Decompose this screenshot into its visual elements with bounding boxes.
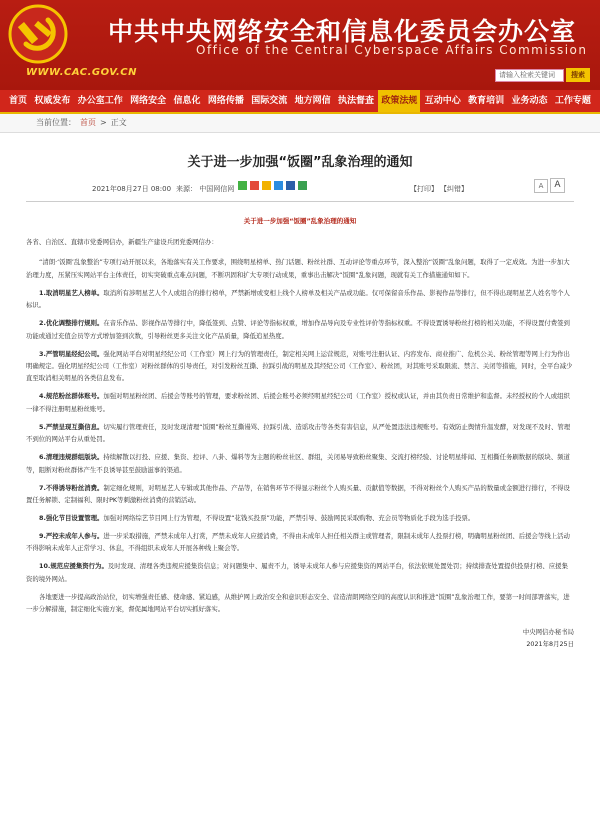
breadcrumb-prefix: 当前位置： bbox=[36, 118, 76, 127]
article-item-text: 制定细化规则，对明星艺人专辑或其他作品、产品等，在销售环节不得显示粉丝个人购买量、贡献值等数据，不得对粉丝个人购买产品的数量或金额进行排行，不得设置任务解锁、定制福利、限时PK等刺激粉丝消费的营销活动。 bbox=[26, 483, 570, 505]
share-icons bbox=[238, 181, 307, 190]
nav-item[interactable]: 网络传播 bbox=[207, 96, 244, 106]
nav-item[interactable]: 信息化 bbox=[173, 96, 201, 106]
main-nav bbox=[0, 90, 600, 114]
search-button[interactable]: 搜索 bbox=[566, 68, 590, 82]
article-body bbox=[26, 236, 574, 616]
site-url[interactable]: WWW.CAC.GOV.CN bbox=[26, 67, 137, 78]
article-item-heading: 9.严控未成年人参与。 bbox=[39, 532, 104, 541]
article-item-heading: 1.取消明星艺人榜单。 bbox=[39, 288, 104, 297]
print-link[interactable]: 【打印】 bbox=[410, 185, 438, 193]
article-item-text: 进一步采取措施，严禁未成年人打赏，严禁未成年人应援消费，不得由未成年人担任相关群主或管理者，限制未成年人投票打榜，明确明星粉丝团、后援会等线上活动不得影响未成年人正常学习、休息，不得组织未成年人开展各种线上聚会等。 bbox=[26, 532, 570, 553]
article-item bbox=[26, 512, 574, 524]
article-item-text: 在音乐作品、影视作品等排行中，降低签到、点赞、评论等指标权重，增加作品导向及专业性评价等指标权重。不得设置诱导粉丝打榜的相关功能，不得设置付费签到功能或通过充值会员等方式增加签到次数，引导粉丝更多关注文化产品质量，降低追星热度。 bbox=[26, 319, 570, 340]
article-item-text: 加强对网络综艺节目网上行为管理，不得设置“花钱买投票”功能，严禁引导、鼓励网民采取购物、充会员等物质化手段为选手投票。 bbox=[103, 514, 475, 523]
nav-item[interactable]: 网络安全 bbox=[130, 96, 167, 106]
signature: 中央网信办秘书局 bbox=[522, 627, 574, 636]
font-increase-button[interactable]: A bbox=[550, 178, 565, 193]
nav-item[interactable]: 国际交流 bbox=[251, 96, 288, 106]
nav-item[interactable]: 政策法规 bbox=[378, 90, 420, 112]
article-item bbox=[26, 530, 574, 555]
nav-item[interactable]: 教育培训 bbox=[468, 96, 505, 106]
breadcrumb-separator: > bbox=[100, 118, 107, 127]
nav-item[interactable]: 办公室工作 bbox=[77, 96, 123, 106]
article-item-heading: 6.清理违规群组版块。 bbox=[39, 453, 104, 462]
article-item-text: 加强对明星粉丝团、后援会等账号的管理，要求粉丝团、后援会账号必须经明星经纪公司（工作室）授权或认证，并由其负责日常维护和监督。未经授权的个人或组织一律不得注册明星粉丝账号。 bbox=[26, 392, 570, 413]
search-input[interactable]: 请输入检索关键词 bbox=[495, 69, 564, 82]
breadcrumb-home-link[interactable]: 首页 bbox=[80, 118, 96, 127]
nav-item[interactable]: 工作专题 bbox=[554, 96, 591, 106]
article-item-heading: 5.严禁呈现互撕信息。 bbox=[39, 422, 104, 431]
site-header bbox=[0, 0, 600, 90]
site-title-english: Office of the Central Cyberspace Affairs Commission bbox=[196, 43, 588, 57]
signature-date: 2021年8月25日 bbox=[526, 639, 574, 648]
nav-item[interactable]: 互动中心 bbox=[424, 96, 461, 106]
breadcrumb bbox=[0, 114, 600, 133]
article-subtitle: 关于进一步加强“饭圈”乱象治理的通知 bbox=[243, 217, 357, 225]
weibo-share-icon[interactable] bbox=[250, 181, 259, 190]
correction-link[interactable]: 【纠错】 bbox=[440, 185, 468, 193]
article-item bbox=[26, 390, 574, 415]
article-item-heading: 8.强化节目设置管理。 bbox=[39, 514, 104, 523]
nav-item[interactable]: 地方网信 bbox=[294, 96, 331, 106]
font-decrease-button[interactable]: A bbox=[534, 179, 548, 193]
article-item bbox=[26, 287, 574, 312]
article-meta bbox=[26, 177, 574, 202]
article-item-heading: 2.优化调整排行规则。 bbox=[39, 319, 104, 328]
article-source: 来源： 中国网信网 bbox=[176, 185, 235, 193]
closing-paragraph: 各地要进一步提高政治站位，切实增强责任感、使命感、紧迫感，从维护网上政治安全和意识形态安全、营造清朗网络空间的高度认识和推进“饭圈”乱象治理工作，要第一时间部署落实，进一步分解措施，制定细化实施方案，督促属地网站平台切实抓好落实。 bbox=[26, 592, 570, 614]
nav-item[interactable]: 权威发布 bbox=[34, 96, 71, 106]
article-item bbox=[26, 560, 574, 585]
article-item-text: 切实履行管理责任，及时发现清理“饭圈”粉丝互撕谩骂、拉踩引战、造谣攻击等各类有害信息，从严处置违法违规账号。有效防止舆情升温发酵，对发现不及时、管理不到位的网站平台从重处罚。 bbox=[26, 422, 571, 444]
qq-share-icon[interactable] bbox=[274, 181, 283, 190]
article-item-heading: 7.不得诱导粉丝消费。 bbox=[39, 483, 104, 492]
article-item-heading: 4.规范粉丝群体账号。 bbox=[39, 392, 104, 401]
article-item-text: 及时发现、清理各类违规应援集资信息；对问题集中、履责不力，诱导未成年人参与应援集资的网站平台，依法依规处置处罚；持续排查处置提供投票打榜、应援集资的境外网站。 bbox=[26, 562, 568, 583]
article-item bbox=[26, 482, 574, 507]
nav-item[interactable]: 首页 bbox=[9, 96, 28, 106]
signature-block bbox=[26, 626, 574, 650]
wechat-share-icon[interactable] bbox=[238, 181, 247, 190]
publish-date: 2021年08月27日 08:00 bbox=[92, 185, 172, 193]
article-item bbox=[26, 348, 574, 385]
breadcrumb-current: 正文 bbox=[110, 118, 127, 127]
article-title: 关于进一步加强“饭圈”乱象治理的通知 bbox=[187, 155, 413, 170]
nav-item[interactable]: 业务动态 bbox=[511, 96, 548, 106]
article-item-text: 强化网站平台对明星经纪公司（工作室）网上行为的管理责任，制定相关网上运营规范，对账号注册认证、内容发布、商业推广、危机公关、粉丝管理等网上行为作出明确规定。强化明星经纪公司（工作室）对粉丝群体的引导责任，对引发粉丝互撕、拉踩引战的明星及其经纪公司（工作室）、粉丝团，对其账号采取限流、禁言、关闭等措施，同时，全平台减少直至取消相关明星的各类信息发布。 bbox=[26, 349, 573, 383]
party-emblem-icon bbox=[8, 4, 68, 64]
douban-share-icon[interactable] bbox=[298, 181, 307, 190]
article-item bbox=[26, 421, 574, 446]
article-item-text: 持续解散以打投、应援、集资、控评、八卦、爆料等为主题的粉丝社区、群组，关闭易导致粉丝聚集、交流打榜经验、讨论明星绯闻、互相撕任务刷数据的版块、频道等，阻断对粉丝群体产生不良诱导甚至鼓励滋事的渠道。 bbox=[26, 453, 570, 474]
renren-share-icon[interactable] bbox=[286, 181, 295, 190]
article-item-heading: 10.规范应援集资行为。 bbox=[39, 562, 108, 571]
article-container bbox=[26, 151, 574, 650]
salutation: 各省、自治区、直辖市党委网信办，新疆生产建设兵团党委网信办： bbox=[26, 238, 218, 246]
article-item-text: 取消所有涉明星艺人个人或组合的排行榜单，严禁新增或变相上线个人榜单及相关产品或功能。仅可保留音乐作品、影视作品等排行，但不得出现明星艺人姓名等个人标识。 bbox=[26, 288, 570, 310]
nav-item[interactable]: 执法督查 bbox=[338, 96, 375, 106]
site-title: 中共中央网络安全和信息化委员会办公室 bbox=[108, 17, 577, 46]
intro-paragraph: “清朗·‘饭圈’乱象整治”专项行动开展以来，各地落实有关工作要求，围绕明星榜单、热门话题、粉丝社群、互动评论等重点环节，深入整治“饭圈”乱象问题，取得了一定成效。为进一步加大治理力度，压紧压实网站平台主体责任，切实突破重点难点问题，不断巩固和扩大专项行动成果，重事出击解决“饭圈”乱象问题，现就有关工作措施通知如下。 bbox=[26, 258, 570, 279]
article-item-heading: 3.严管明星经纪公司。 bbox=[39, 349, 104, 358]
qzone-share-icon[interactable] bbox=[262, 181, 271, 190]
article-item bbox=[26, 317, 574, 342]
article-item bbox=[26, 451, 574, 476]
